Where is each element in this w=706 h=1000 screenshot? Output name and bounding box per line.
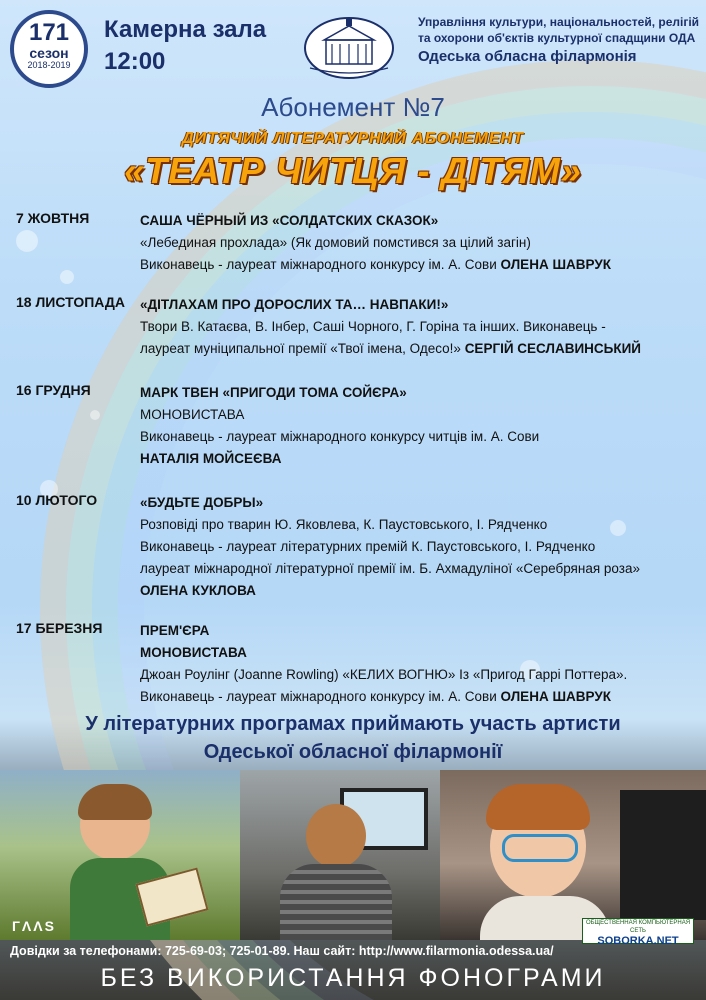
event-performer: ОЛЕНА ШАВРУК bbox=[500, 689, 611, 704]
season-badge bbox=[10, 10, 88, 88]
event-line: Розповіді про тварин Ю. Яковлева, К. Паустовського, І. Рядченко bbox=[140, 517, 548, 532]
season-number: 171 bbox=[28, 19, 70, 46]
bubble-decoration bbox=[60, 270, 74, 284]
hall-name: Камерна зала bbox=[104, 16, 267, 43]
event-text: Виконавець - лауреат міжнародного конкурсу ім. А. Сови bbox=[140, 689, 497, 704]
photo-child-tv bbox=[240, 770, 440, 940]
child-hair bbox=[486, 784, 590, 830]
note-line-2: Одеської обласної філармонії bbox=[203, 741, 503, 763]
child-head bbox=[306, 804, 366, 868]
event-title: САША ЧЁРНЫЙ ИЗ «СОЛДАТСКИХ СКАЗОК» bbox=[140, 213, 439, 228]
bubble-decoration bbox=[16, 230, 38, 252]
venue-block bbox=[104, 14, 266, 78]
event-details bbox=[140, 210, 700, 276]
event-details bbox=[140, 382, 700, 470]
event-details bbox=[140, 492, 700, 602]
event-line: «Лебединая прохлада» (Як домовий помстився за цілий загін) bbox=[140, 235, 531, 250]
event-date: 7 ЖОВТНЯ bbox=[16, 210, 90, 226]
event-line: Джоан Роулінг (Joanne Rowling) «КЕЛИХ ВОГНЮ» Із «Пригод Гаррі Поттера». bbox=[140, 667, 628, 682]
event-performer: ОЛЕНА ШАВРУК bbox=[500, 257, 611, 272]
event-time: 12:00 bbox=[104, 48, 166, 75]
contacts-line: Довідки за телефонами: 725-69-03; 725-01-89. Наш сайт: http://www.filarmonia.odessa.ua/ bbox=[10, 944, 554, 958]
child-body bbox=[280, 864, 392, 940]
event-performer: НАТАЛІЯ МОЙСЕЄВА bbox=[140, 451, 282, 466]
event-line bbox=[140, 338, 700, 360]
subscription-title: «ТЕАТР ЧИТЦЯ - ДІТЯМ» bbox=[124, 150, 582, 191]
event-line bbox=[140, 254, 700, 276]
event-date: 18 ЛИСТОПАДА bbox=[16, 294, 125, 310]
soborka-caption: ОБЩЕСТВЕННАЯ КОМПЬЮТЕРНАЯ СЕТЬ bbox=[585, 920, 691, 934]
child-hair bbox=[78, 784, 152, 820]
event-title: «ДІТЛАХАМ ПРО ДОРОСЛИХ ТА… НАВПАКИ!» bbox=[140, 297, 449, 312]
gas-logo: ГΛΛS bbox=[12, 918, 56, 934]
subscription-label: Абонемент №7 bbox=[261, 92, 445, 122]
event-line: МОНОВИСТАВА bbox=[140, 407, 245, 422]
event-line: Виконавець - лауреат літературних премій К. Паустовського, І. Рядченко bbox=[140, 539, 596, 554]
event-line bbox=[140, 686, 700, 708]
no-phonogram-slogan: БЕЗ ВИКОРИСТАННЯ ФОНОГРАМИ bbox=[100, 964, 606, 992]
philharmonic-building-logo bbox=[300, 10, 398, 80]
event-performer: ОЛЕНА КУКЛОВА bbox=[140, 583, 256, 598]
event-line: Твори В. Катаєва, В. Інбер, Саші Чорного, Г. Горіна та інших. Виконавець - bbox=[140, 319, 606, 334]
event-performer: СЕРГІЙ СЕСЛАВИНСЬКИЙ bbox=[464, 341, 641, 356]
organization-block bbox=[418, 14, 699, 68]
event-title: МАРК ТВЕН «ПРИГОДИ ТОМА СОЙЄРА» bbox=[140, 385, 407, 400]
event-line: МОНОВИСТАВА bbox=[140, 645, 247, 660]
org-line-1: Управління культури, національностей, релігій bbox=[418, 15, 700, 29]
event-date: 16 ГРУДНЯ bbox=[16, 382, 91, 398]
org-line-2: та охорони об'єктів культурної спадщини ОДА bbox=[418, 31, 696, 45]
season-word: сезон bbox=[29, 45, 69, 61]
bubble-decoration bbox=[90, 410, 100, 420]
event-date: 10 ЛЮТОГО bbox=[16, 492, 98, 508]
glasses-icon bbox=[502, 834, 578, 862]
event-title: «БУДЬТЕ ДОБРЫ» bbox=[140, 495, 264, 510]
event-details bbox=[140, 620, 700, 708]
event-text: лауреат муніципальної премії «Твої імена, Одесо!» bbox=[140, 341, 461, 356]
subscription-subtitle: ДИТЯЧИЙ ЛІТЕРАТУРНИЙ АБОНЕМЕНТ bbox=[182, 130, 524, 147]
photo-child-laptop bbox=[440, 770, 706, 940]
event-title: ПРЕМ'ЄРА bbox=[140, 623, 210, 638]
photo-child-reading bbox=[0, 770, 240, 940]
note-line-1: У літературних програмах приймають участь артисти bbox=[85, 713, 621, 735]
event-line: Виконавець - лауреат міжнародного конкурсу читців ім. А. Сови bbox=[140, 429, 540, 444]
event-text: Виконавець - лауреат міжнародного конкурсу ім. А. Сови bbox=[140, 257, 497, 272]
soborka-logo bbox=[582, 918, 694, 947]
children-photos bbox=[0, 770, 706, 940]
event-line: лауреат міжнародної літературної премії ім. Б. Ахмадуліної «Серебряная роза» bbox=[140, 561, 640, 576]
org-name: Одеська обласна філармонія bbox=[418, 48, 637, 65]
season-years: 2018-2019 bbox=[27, 60, 71, 70]
event-date: 17 БЕРЕЗНЯ bbox=[16, 620, 103, 636]
participation-note bbox=[0, 710, 706, 766]
soborka-name: SOBORKA.NET bbox=[597, 935, 679, 947]
laptop bbox=[620, 790, 706, 920]
event-details bbox=[140, 294, 700, 360]
